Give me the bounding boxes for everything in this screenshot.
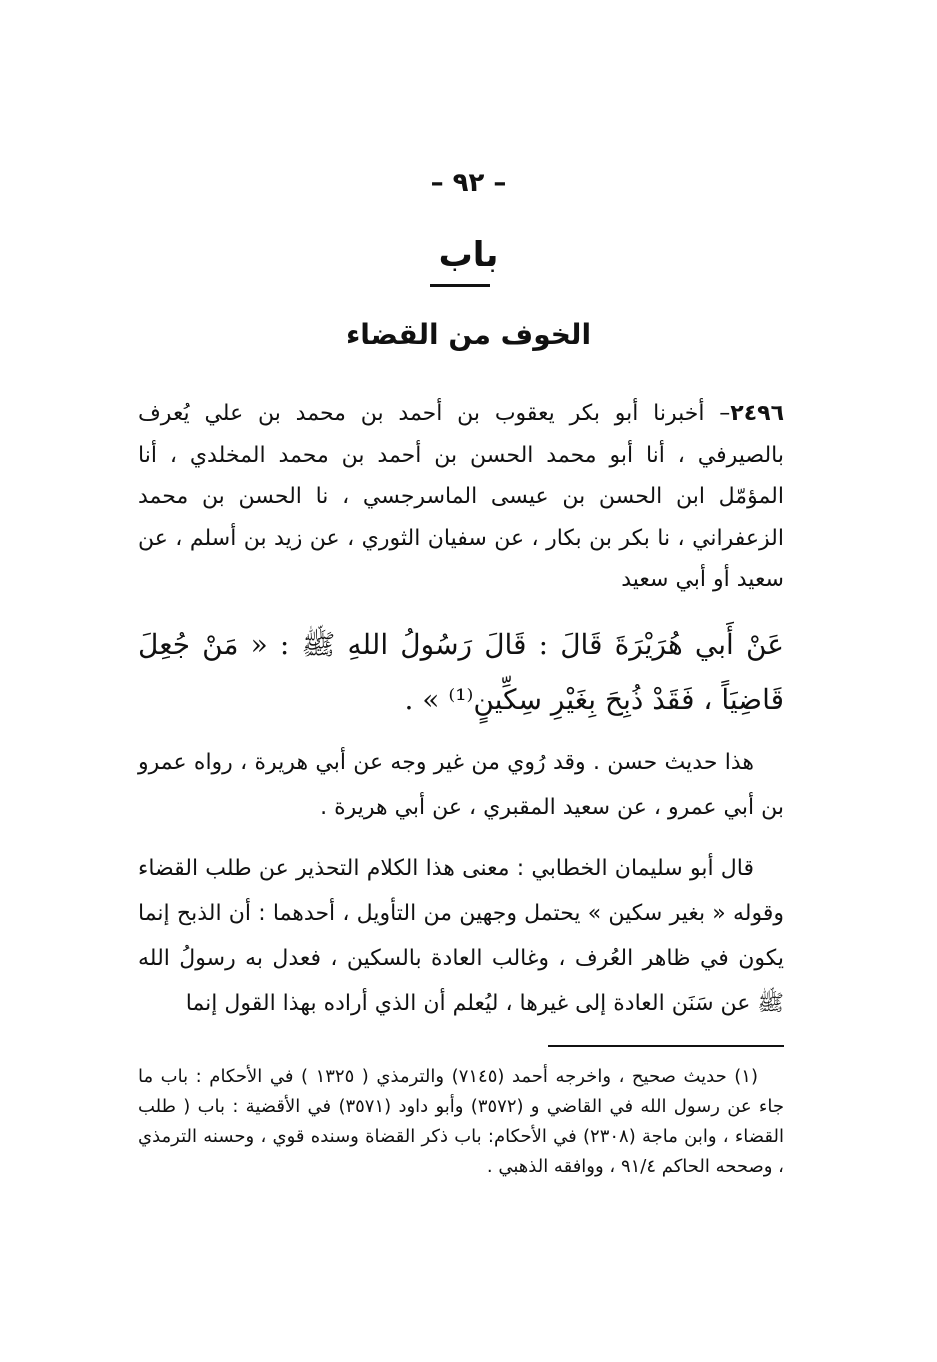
chapter-underline (430, 284, 490, 287)
commentary-text: قال أبو سليمان الخطابي : معنى هذا الكلام التحذير عن طلب القضاء وقوله « بغير سكين » يحتمل وجهين من التأويل ، أحدهما : أن الذبح إنما يكون في ظاهر العُرف ، وغالب العادة بالسكين ، فعدل به رسولُ الله ﷺ عن سَنَن العادة إلى غيرها ، ليُعلم أن الذي أراده بهذا القول إنما (138, 856, 784, 1016)
hadith-isnad (138, 393, 784, 601)
grading-text: هذا حديث حسن . وقد رُوي من غير وجه عن أبي هريرة ، رواه عمرو بن أبي عمرو ، عن سعيد المقبري ، عن أبي هريرة . (138, 750, 784, 820)
commentary (138, 846, 784, 1026)
chapter-title: باب (438, 235, 499, 275)
footnote-separator (548, 1045, 784, 1047)
footnote-text: (١) حديث صحيح ، واخرجه أحمد (٧١٤٥) والترمذي ( ١٣٢٥ ) في الأحكام : باب ما جاء عن رسول الله في القاضي و (٣٥٧٢) وأبو داود (٣٥٧١) في الأقضية : باب ( طلب القضاء ، وابن ماجة (٢٣٠٨) في الأحكام: باب ذكر القضاة وسنده قوي ، وحسنه الترمذي ، وصححه الحاكم ٩١/٤ ، ووافقه الذهبي . (138, 1066, 785, 1177)
page-number: – ٩٢ – (430, 168, 507, 198)
hadith-number: ٢٤٩٦ (730, 401, 784, 426)
footnote (138, 1062, 784, 1182)
hadith-matn (138, 617, 784, 727)
section-title: الخوف من القضاء (345, 318, 592, 351)
hadith-grading (138, 740, 784, 830)
matn-text: عَنْ أَبي هُرَيْرَةَ قَالَ : قَالَ رَسُولُ اللهِ ﷺ : « مَنْ جُعِلَ قَاضِيَاً ، فَقَدْ ذُبِحَ بِغَيْرِ سِكِّينٍ⁽¹⁾ » . (138, 628, 784, 716)
isnad-text: – أخبرنا أبو بكر يعقوب بن أحمد بن محمد بن علي يُعرف بالصيرفي ، أنا أبو محمد الحسن بن أحمد بن محمد المخلدي ، أنا المؤمّل ابن الحسن بن عيسى الماسرجسي ، نا الحسن بن محمد الزعفراني ، نا بكر بن بكار ، عن سفيان الثوري ، عن زيد بن أسلم ، عن سعيد أو أبي سعيد (138, 401, 784, 592)
